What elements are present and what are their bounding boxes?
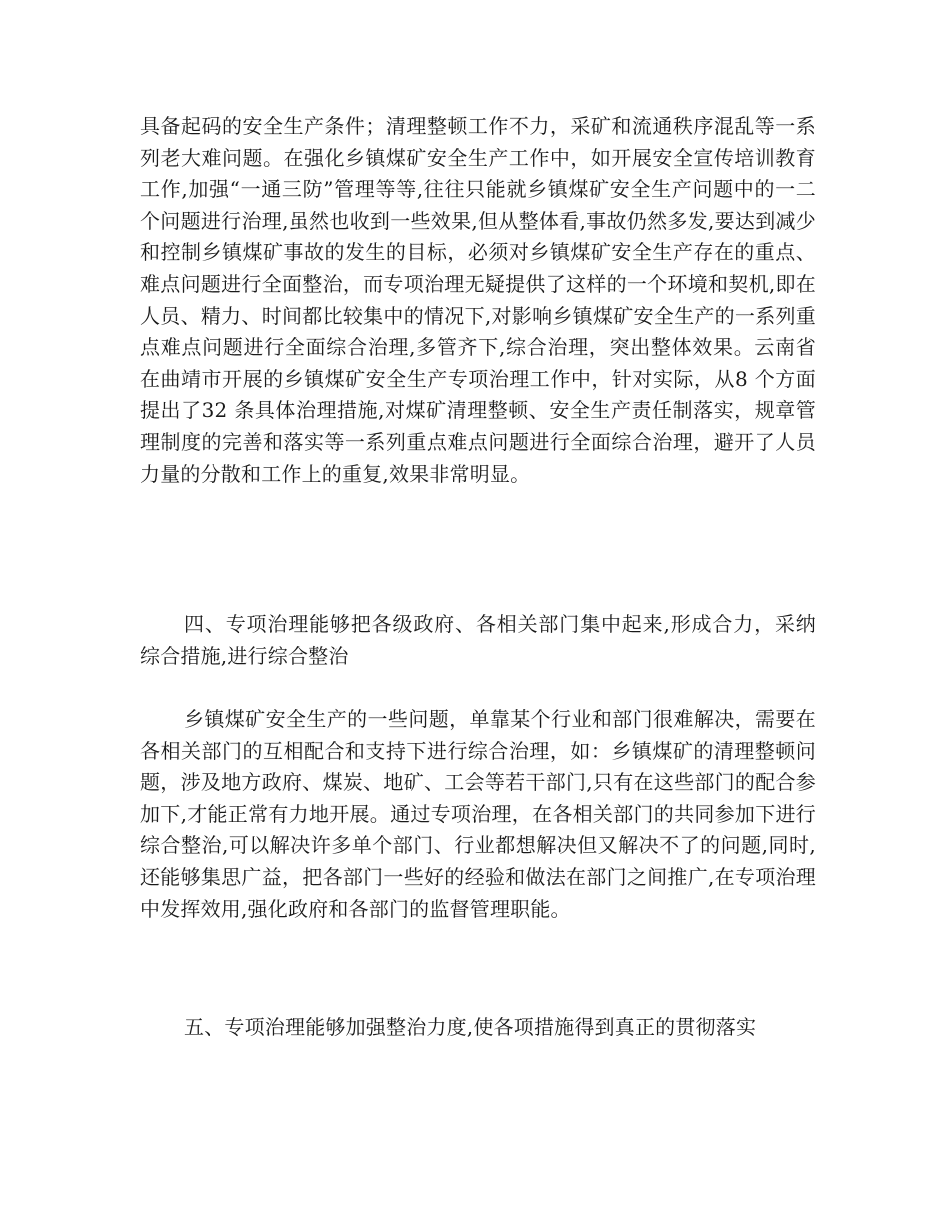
section-heading-four: 四、专项治理能够把各级政府、各相关部门集中起来,形成合力，采纳综合措施,进行综合整治 <box>140 612 816 668</box>
body-paragraph-continuation: 具备起码的安全生产条件；清理整顿工作不力，采矿和流通秩序混乱等一系列老大难问题。在强化乡镇煤矿安全生产工作中，如开展安全宣传培训教育工作,加强“一通三防”管理等等,往往只能就乡镇煤矿安全生产问题中的一二个问题进行治理,虽然也收到一些效果,但从整体看,事故仍然多发,要达到减少和控制乡镇煤矿事故的发生的目标，必须对乡镇煤矿安全生产存在的重点、难点问题进行全面整治，而专项治理无疑提供了这样的一个环境和契机,即在人员、精力、时间都比较集中的情况下,对影响乡镇煤矿安全生产的一系列重点难点问题进行全面综合治理,多管齐下,综合治理，突出整体效果。云南省在曲靖市开展的乡镇煤矿安全生产专项治理工作中，针对实际，从8 个方面提出了32 条具体治理措施,对煤矿清理整顿、安全生产责任制落实，规章管理制度的完善和落实等一系列重点难点问题进行全面综合治理，避开了人员力量的分散和工作上的重复,效果非常明显。 <box>140 114 816 486</box>
body-paragraph-section-four: 乡镇煤矿安全生产的一些问题，单靠某个行业和部门很难解决，需要在各相关部门的互相配合和支持下进行综合治理，如：乡镇煤矿的清理整顿问题，涉及地方政府、煤炭、地矿、工会等若干部门,只有在这些部门的配合参加下,才能正常有力地开展。通过专项治理，在各相关部门的共同参加下进行综合整治,可以解决许多单个部门、行业都想解决但又解决不了的问题,同时,还能够集思广益，把各部门一些好的经验和做法在部门之间推广,在专项治理中发挥效用,强化政府和各部门的监督管理职能。 <box>140 707 816 921</box>
section-heading-five: 五、专项治理能够加强整治力度,使各项措施得到真正的贯彻落实 <box>184 1015 757 1039</box>
